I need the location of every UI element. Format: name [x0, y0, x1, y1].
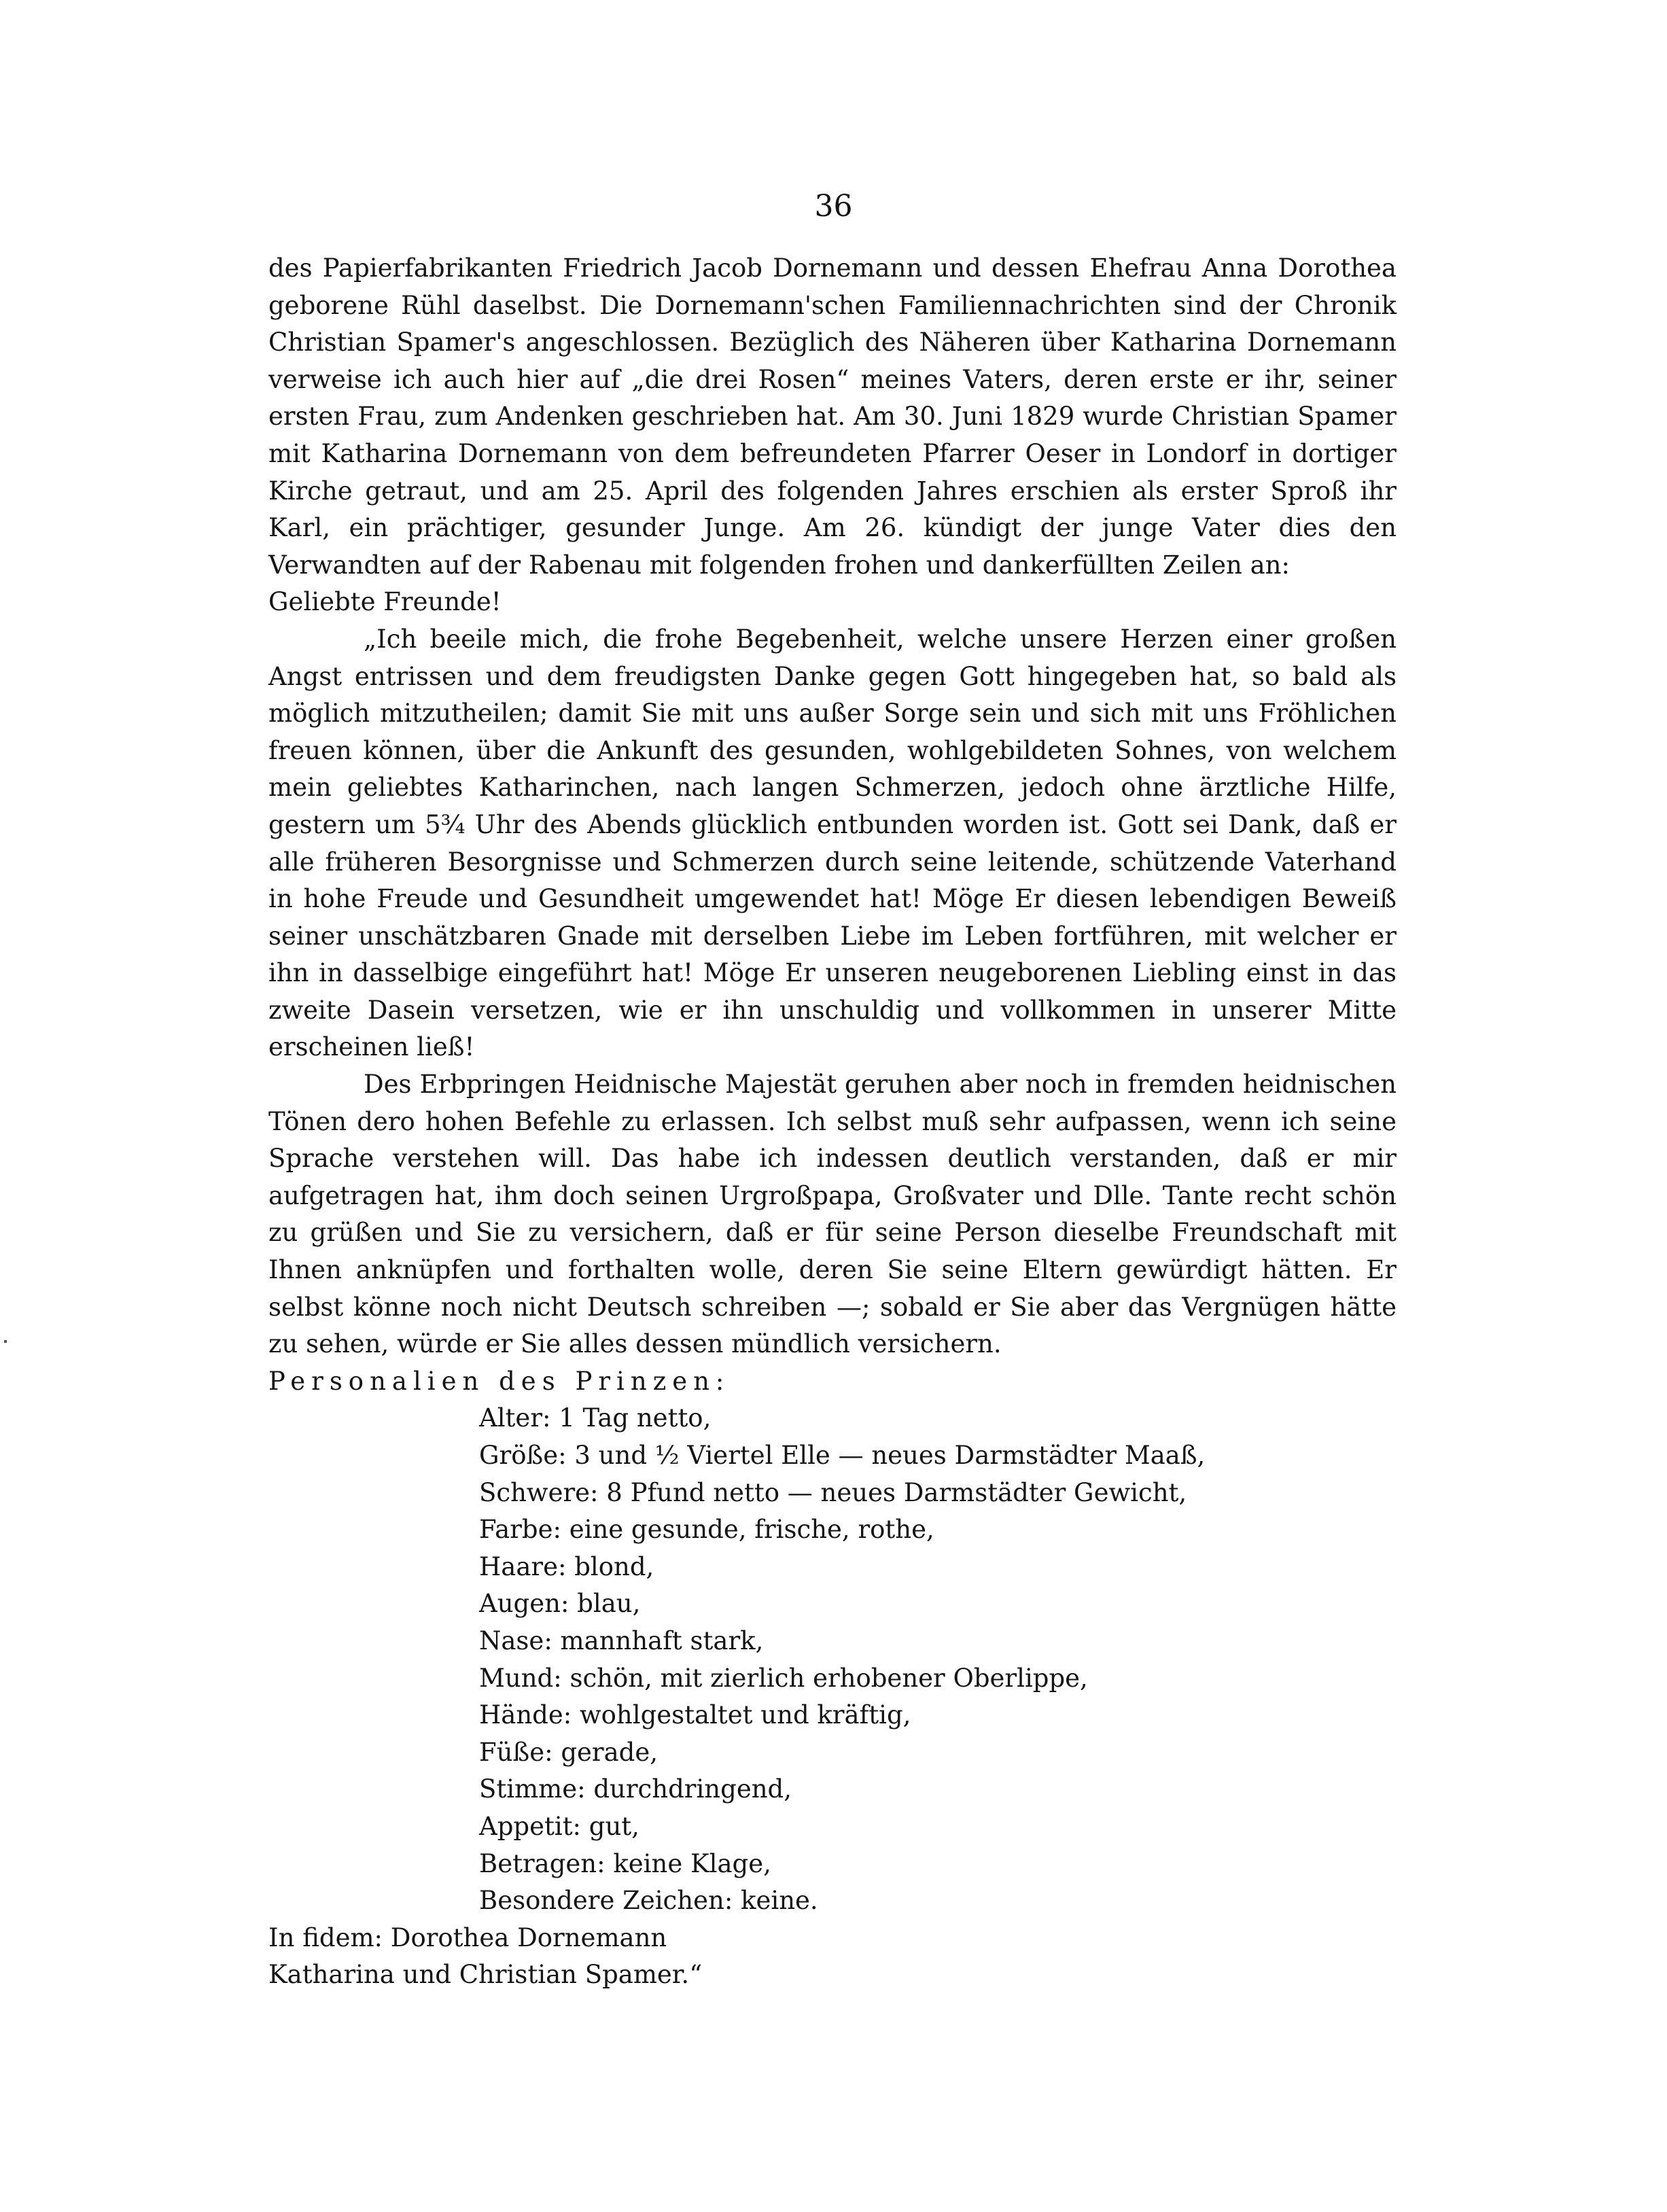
list-item: Nase: mannhaft stark,: [479, 1626, 764, 1655]
margin-speck: [4, 1340, 7, 1343]
personalia-title: Personalien des Prinzen:: [268, 1366, 731, 1396]
list-item: Größe: 3 und ½ Viertel Elle — neues Darmstädter Maaß,: [479, 1441, 1206, 1470]
list-item: Appetit: gut,: [479, 1811, 639, 1841]
list-item: Hände: wohlgestaltet und kräftig,: [479, 1700, 911, 1730]
signature-line-2: Katharina und Christian Spamer.“: [268, 1960, 703, 1990]
list-item: Haare: blond,: [479, 1551, 654, 1581]
list-item: Farbe: eine gesunde, frische, rothe,: [479, 1515, 934, 1545]
page-number: 36: [814, 189, 853, 224]
letter-paragraph-1: „Ich beeile mich, die frohe Begebenheit, welche unsere Herzen einer großen Angst entrissen und dem freudigsten Danke gegen Gott hingegeben hat, so bald als möglich mitzutheilen; damit Sie mit uns außer Sorge sein und sich mit uns Fröhlichen freuen können, über die Ankunft des gesunden, wohlgebildeten Sohnes, von welchem mein geliebtes Katharinchen, nach langen Schmerzen, jedoch ohne ärztliche Hilfe, gestern um 5¾ Uhr des Abends glücklich entbunden worden ist. Gott sei Dank, daß er alle früheren Besorgnisse und Schmerzen durch seine leitende, schützende Vaterhand in hohe Freude und Gesundheit umgewendet hat! Möge Er diesen lebendigen Beweiß seiner unschätzbaren Gnade mit derselben Liebe im Leben fortführen, mit welcher er ihn in dasselbige eingeführt hat! Möge Er unseren neugeborenen Liebling einst in das zweite Dasein versetzen, wie er ihn unschuldig und vollkommen in unserer Mitte erscheinen ließ!: [268, 624, 1397, 1062]
letter-paragraph-2: Des Erbpringen Heidnische Majestät geruhen aber noch in fremden heidnischen Tönen dero hohen Befehle zu erlassen. Ich selbst muß sehr aufpassen, wenn ich seine Sprache verstehen will. Das habe ich indessen deutlich verstanden, daß er mir aufgetragen hat, ihm doch seinen Urgroßpapa, Großvater und Dlle. Tante recht schön zu grüßen und Sie zu versichern, daß er für seine Person dieselbe Freundschaft mit Ihnen anknüpfen und forthalten wolle, deren Sie seine Eltern gewürdigt hätten. Er selbst könne noch nicht Deutsch schreiben —; sobald er Sie aber das Vergnügen hätte zu sehen, würde er Sie alles dessen mündlich versichern.: [268, 1070, 1397, 1359]
list-item: Füße: gerade,: [479, 1737, 659, 1767]
list-item: Alter: 1 Tag netto,: [479, 1403, 712, 1433]
list-item: Augen: blau,: [479, 1589, 641, 1619]
personalia-list: [479, 1400, 1397, 1919]
list-item: Mund: schön, mit zierlich erhobener Oberlippe,: [479, 1663, 1088, 1693]
signature-line-1: In fidem: Dorothea Dornemann: [268, 1923, 667, 1952]
list-item: Schwere: 8 Pfund netto — neues Darmstädter Gewicht,: [479, 1477, 1187, 1507]
intro-paragraph: des Papierfabrikanten Friedrich Jacob Dornemann und dessen Ehefrau Anna Dorothea geborene Rühl daselbst. Die Dornemann'schen Familiennachrichten sind der Chronik Christian Spamer's angeschlossen. Bezüglich des Näheren über Katharina Dornemann verweise ich auch hier auf „die drei Rosen“ meines Vaters, deren erste er ihr, seiner ersten Frau, zum Andenken geschrieben hat. Am 30. Juni 1829 wurde Christian Spamer mit Katharina Dornemann von dem befreundeten Pfarrer Oeser in Londorf in dortiger Kirche getraut, und am 25. April des folgenden Jahres erschien als erster Sproß ihr Karl, ein prächtiger, gesunder Junge. Am 26. kündigt der junge Vater dies den Verwandten auf der Rabenau mit folgenden frohen und dankerfüllten Zeilen an:: [268, 253, 1397, 580]
list-item: Stimme: durchdringend,: [479, 1774, 792, 1804]
page-body: [268, 250, 1397, 1994]
list-item: Besondere Zeichen: keine.: [479, 1886, 818, 1916]
list-item: Betragen: keine Klage,: [479, 1848, 771, 1878]
letter-salutation: Geliebte Freunde!: [268, 587, 502, 617]
